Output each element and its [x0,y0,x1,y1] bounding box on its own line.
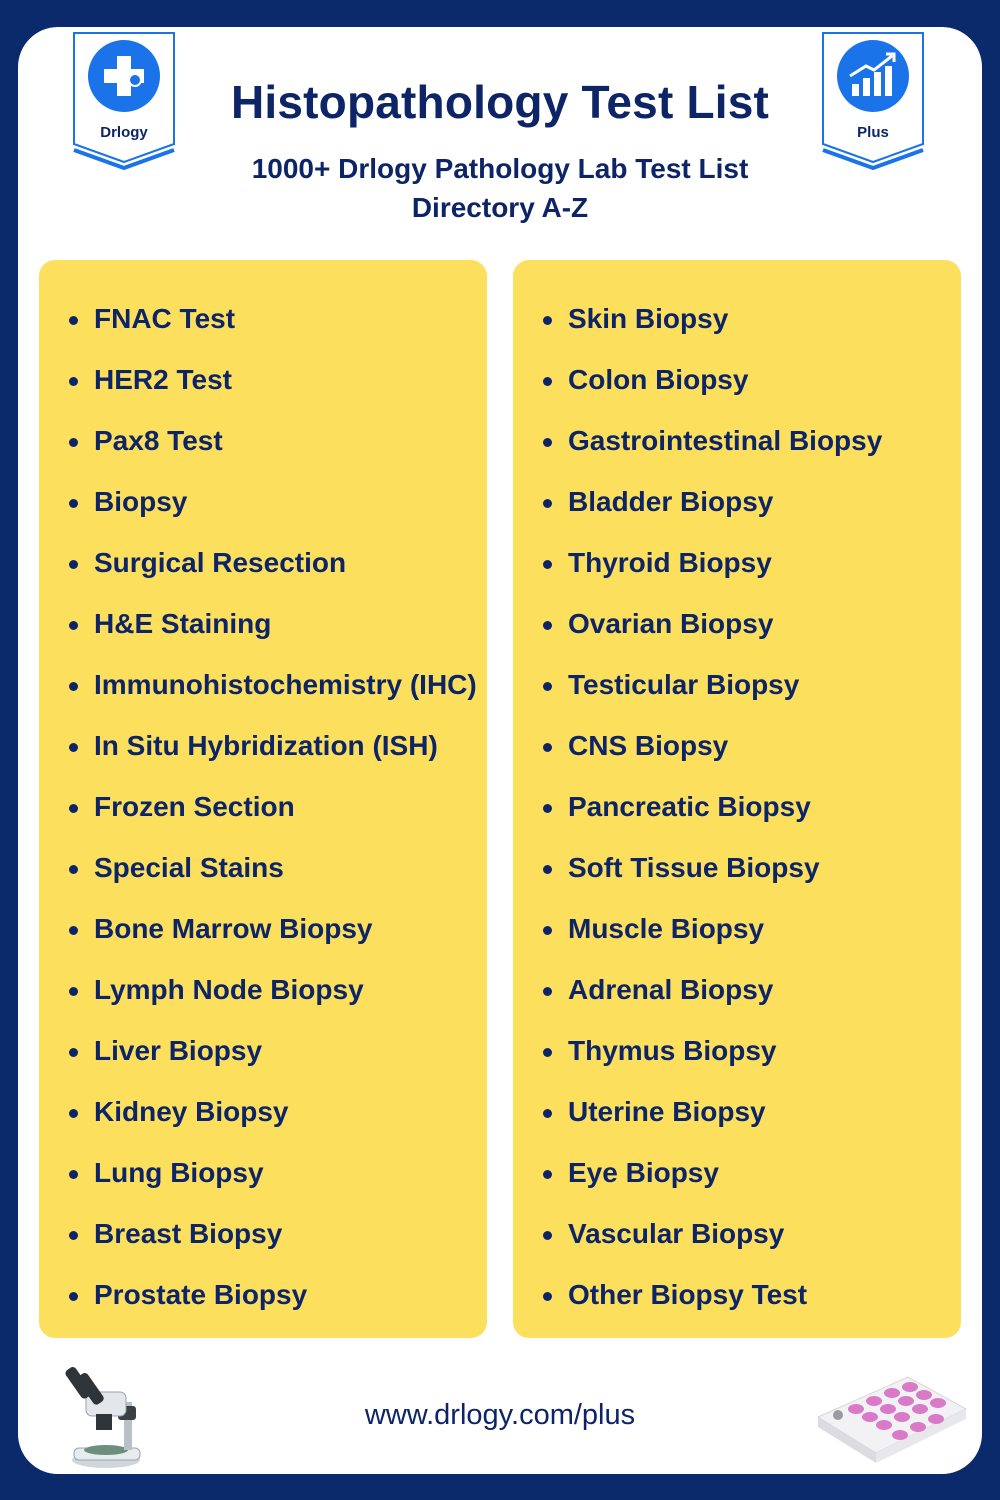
bullet-icon [69,1048,78,1057]
list-item [513,537,961,598]
tissue-slide-icon [808,1357,968,1467]
list-item-label: Breast Biopsy [94,1218,283,1249]
list-item-label: Eye Biopsy [568,1157,719,1188]
bullet-icon [543,865,552,874]
list-item [39,964,487,1025]
list-item [513,1086,961,1147]
list-item-label: Thymus Biopsy [568,1035,777,1066]
bullet-icon [543,377,552,386]
list-item [39,1086,487,1147]
list-item-label: HER2 Test [94,364,232,395]
list-item [513,415,961,476]
list-item-label: Bladder Biopsy [568,486,774,517]
list-item [39,537,487,598]
list-item-label: In Situ Hybridization (ISH) [94,730,438,761]
list-item [513,1269,961,1330]
list-item-label: Lung Biopsy [94,1157,264,1188]
list-item [513,720,961,781]
list-item [39,476,487,537]
list-item-label: Vascular Biopsy [568,1218,785,1249]
bullet-icon [543,682,552,691]
list-item [513,598,961,659]
list-item-label: Pancreatic Biopsy [568,791,811,822]
bullet-icon [69,438,78,447]
list-item [39,781,487,842]
list-item [39,1147,487,1208]
list-item-label: FNAC Test [94,303,236,334]
list-item [513,842,961,903]
list-item [39,903,487,964]
list-item-label: Kidney Biopsy [94,1096,289,1127]
list-item-label: Frozen Section [94,791,295,822]
list-item [513,903,961,964]
list-item-label: Soft Tissue Biopsy [568,852,820,883]
list-item [513,964,961,1025]
bullet-icon [543,316,552,325]
bullet-icon [69,926,78,935]
bullet-icon [543,621,552,630]
bullet-icon [69,499,78,508]
list-item-label: Gastrointestinal Biopsy [568,425,883,456]
list-item [39,1269,487,1330]
page-subtitle [218,149,782,227]
list-item-label: Uterine Biopsy [568,1096,766,1127]
list-item [39,354,487,415]
subtitle-line-1: 1000+ Drlogy Pathology Lab Test List [251,153,749,184]
bullet-icon [543,804,552,813]
bullet-icon [543,1109,552,1118]
list-item-label: Pax8 Test [94,425,223,456]
list-item [39,842,487,903]
list-item-label: Colon Biopsy [568,364,749,395]
list-item-label: Lymph Node Biopsy [94,974,364,1005]
list-item [513,1025,961,1086]
badge-left-label: Drlogy [100,124,148,141]
list-item [39,415,487,476]
list-item-label: Surgical Resection [94,547,347,578]
list-item-label: Muscle Biopsy [568,913,765,944]
list-item-label: Immunohistochemistry (IHC) [94,669,477,700]
list-item [39,598,487,659]
list-item [513,354,961,415]
test-list-right-panel [513,260,961,1338]
bullet-icon [543,743,552,752]
list-item [39,1025,487,1086]
bullet-icon [543,1048,552,1057]
list-item [513,659,961,720]
list-item-label: Biopsy [94,486,188,517]
list-item-label: Liver Biopsy [94,1035,263,1066]
bullet-icon [543,499,552,508]
list-item-label: H&E Staining [94,608,272,639]
list-item [513,476,961,537]
subtitle-line-2: Directory A-Z [411,192,589,223]
bullet-icon [543,1170,552,1179]
bullet-icon [543,1231,552,1240]
bullet-icon [69,865,78,874]
bullet-icon [69,1231,78,1240]
bullet-icon [69,804,78,813]
list-item-label: Thyroid Biopsy [568,547,772,578]
bullet-icon [69,682,78,691]
bullet-icon [543,926,552,935]
bullet-icon [543,987,552,996]
list-item-label: Skin Biopsy [568,303,729,334]
list-item-label: Special Stains [94,852,284,883]
bullet-icon [543,560,552,569]
list-item [513,1208,961,1269]
badge-right-label: Plus [857,124,889,141]
list-item-label: Other Biopsy Test [568,1279,808,1310]
list-item [39,1208,487,1269]
bullet-icon [69,316,78,325]
bullet-icon [69,1109,78,1118]
list-item [39,293,487,354]
infographic-card [18,27,982,1474]
test-list-left-panel [39,260,487,1338]
list-item-label: Testicular Biopsy [568,669,800,700]
list-item [513,1147,961,1208]
bullet-icon [543,1292,552,1301]
page-title: Histopathology Test List [230,76,770,128]
list-item [39,720,487,781]
footer-url[interactable]: www.drlogy.com/plus [364,1399,636,1431]
list-item-label: Bone Marrow Biopsy [94,913,373,944]
bullet-icon [69,743,78,752]
list-item-label: Ovarian Biopsy [568,608,774,639]
list-item [513,293,961,354]
bullet-icon [69,621,78,630]
bullet-icon [543,438,552,447]
bullet-icon [69,1170,78,1179]
bullet-icon [69,560,78,569]
list-item-label: CNS Biopsy [568,730,729,761]
list-item-label: Adrenal Biopsy [568,974,774,1005]
bullet-icon [69,987,78,996]
list-item [39,659,487,720]
list-item [513,781,961,842]
list-item-label: Prostate Biopsy [94,1279,308,1310]
bullet-icon [69,377,78,386]
bullet-icon [69,1292,78,1301]
